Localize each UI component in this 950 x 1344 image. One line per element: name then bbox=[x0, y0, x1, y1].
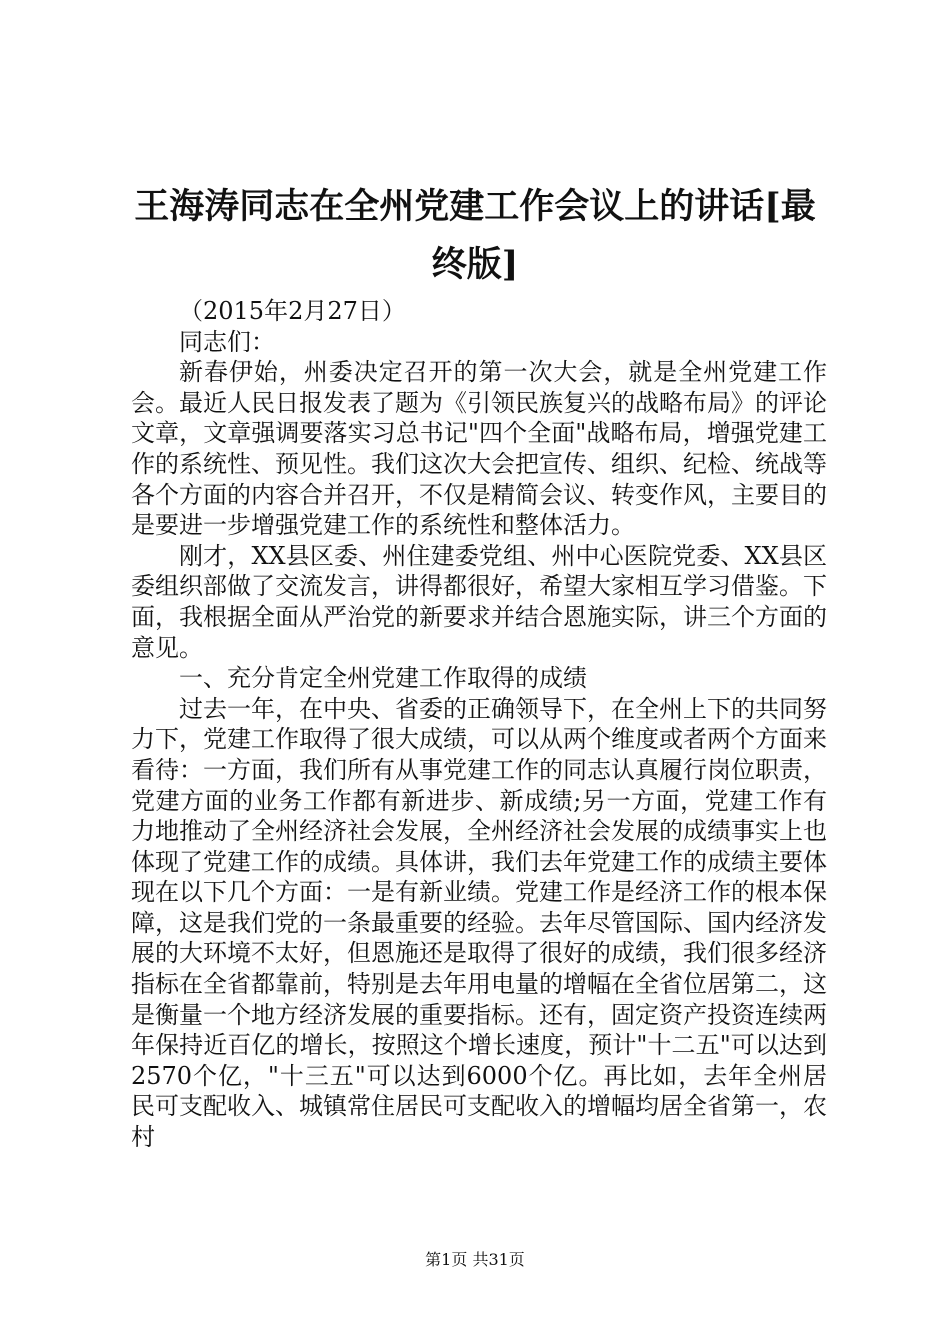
paragraph-3: 过去一年，在中央、省委的正确领导下，在全州上下的共同努力下，党建工作取得了很大成绩，可以从两个维度或者两个方面来看待：一方面，我们所有从事党建工作的同志认真履行岗位职责，党建方面的业务工作都有新进步、新成绩;另一方面，党建工作有力地推动了全州经济社会发展，全州经济社会发展的成绩事实上也体现了党建工作的成绩。具体讲，我们去年党建工作的成绩主要体现在以下几个方面：一是有新业绩。党建工作是经济工作的根本保障，这是我们党的一条最重要的经验。去年尽管国际、国内经济发展的大环境不太好，但恩施还是取得了很好的成绩，我们很多经济指标在全省都靠前，特别是去年用电量的增幅在全省位居第二，这是衡量一个地方经济发展的重要指标。还有，固定资产投资连续两年保持近百亿的增长，按照这个增长速度，预计"十二五"可以达到2570个亿，"十三五"可以达到6000个亿。再比如，去年全州居民可支配收入、城镇常住居民可支配收入的增幅均居全省第一，农村 bbox=[131, 694, 827, 1152]
page-number-footer: 第1页 共31页 bbox=[425, 1250, 525, 1269]
date-line: （2015年2月27日） bbox=[179, 297, 406, 325]
salutation: 同志们： bbox=[179, 327, 275, 356]
paragraph-1: 新春伊始，州委决定召开的第一次大会，就是全州党建工作会。最近人民日报发表了题为《引领民族复兴的战略布局》的评论文章，文章强调要落实习总书记"四个全面"战略布局，增强党建工作的系统性、预见性。我们这次大会把宣传、组织、纪检、统战等各个方面的内容合并召开，不仅是精简会议、转变作风，主要目的是要进一步增强党建工作的系统性和整体活力。 bbox=[131, 358, 827, 540]
document-title: 王海涛同志在全州党建工作会议上的讲话[最终版] bbox=[134, 186, 816, 285]
paragraph-2: 刚才，XX县区委、州住建委党组、州中心医院党委、XX县区委组织部做了交流发言，讲得都很好，希望大家相互学习借鉴。下面，我根据全面从严治党的新要求并结合恩施实际，讲三个方面的意见。 bbox=[131, 541, 827, 662]
section-heading-1: 一、充分肯定全州党建工作取得的成绩 bbox=[179, 664, 587, 693]
document-body bbox=[131, 296, 827, 1153]
